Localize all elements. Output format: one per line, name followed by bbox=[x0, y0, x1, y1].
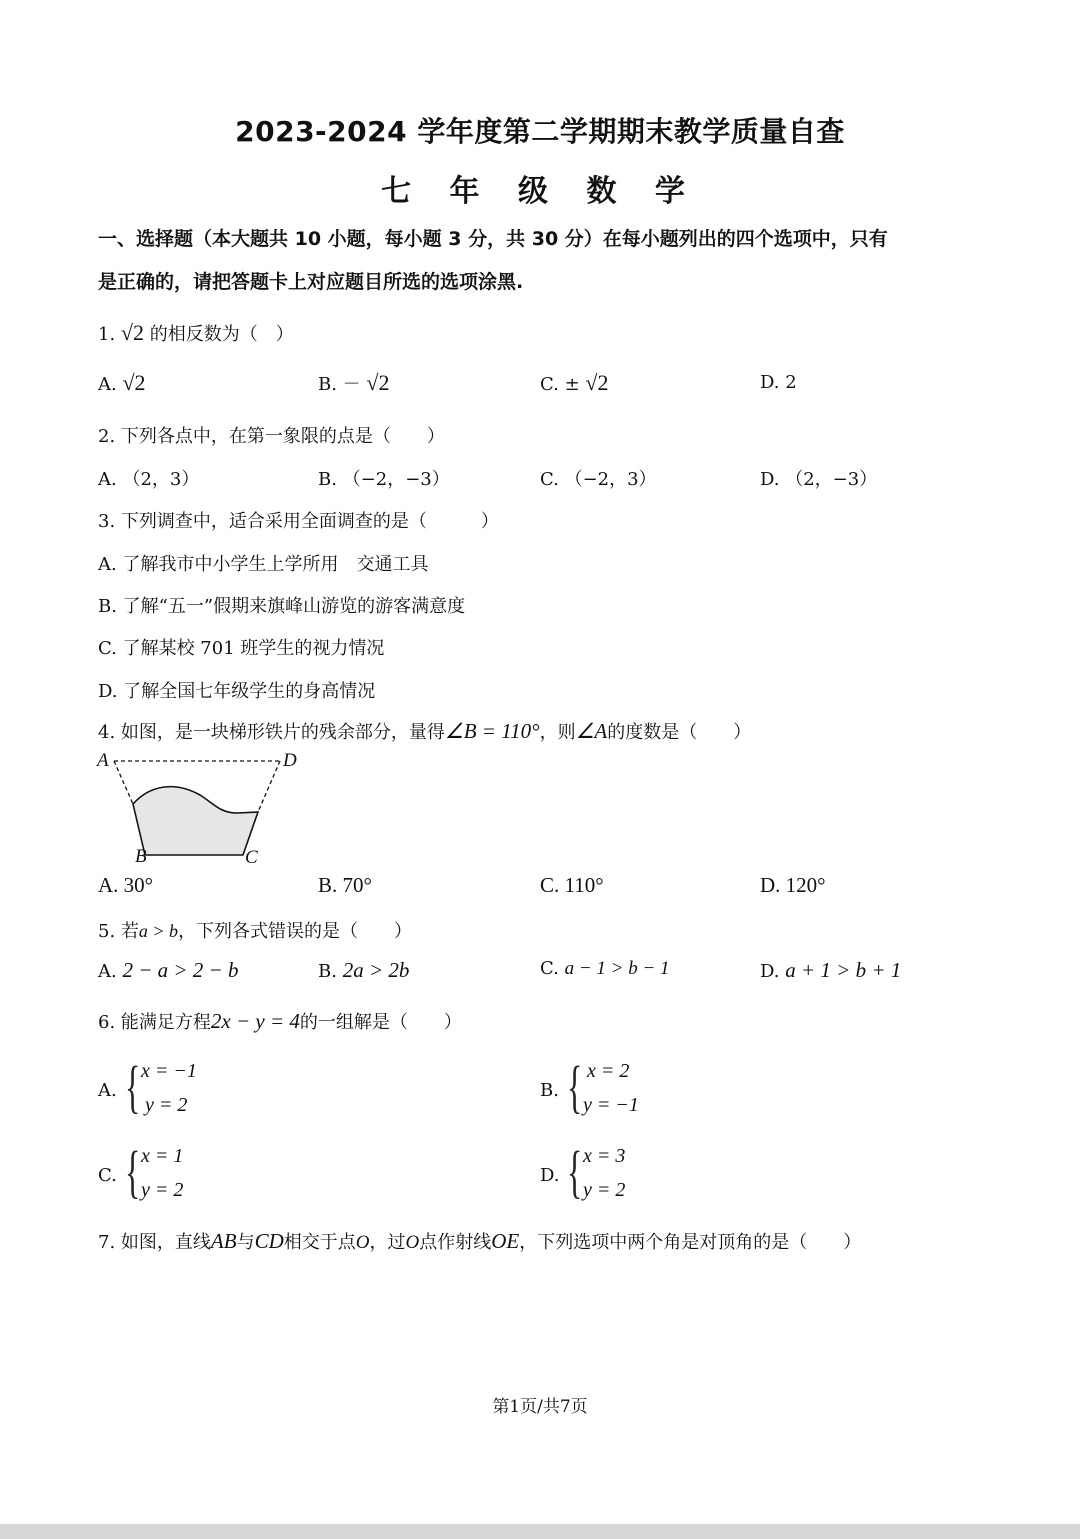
q3-option-d[interactable]: D. 了解全国七年级学生的身高情况 bbox=[98, 681, 376, 702]
q5-option-d[interactable] bbox=[760, 958, 901, 983]
option-expression: 2 − a > 2 − b bbox=[122, 958, 239, 982]
line-cd: CD bbox=[254, 1229, 284, 1253]
x-equation: x = 2 bbox=[587, 1060, 630, 1082]
sqrt-expression: √2 bbox=[120, 320, 144, 345]
question-number: 1. bbox=[98, 324, 116, 345]
q4-option-b[interactable]: B. 70° bbox=[318, 873, 372, 897]
angle-a: ∠A bbox=[575, 719, 608, 743]
vertex-b-label: B bbox=[135, 846, 147, 867]
section-heading-line1: 一、选择题（本大题共 10 小题，每小题 3 分，共 30 分）在每小题列出的四个选项中，只有 bbox=[98, 228, 888, 250]
y-equation: y = −1 bbox=[583, 1094, 639, 1116]
option-label: B. － bbox=[318, 374, 361, 395]
q5-option-a[interactable] bbox=[98, 958, 238, 983]
x-equation: x = −1 bbox=[141, 1060, 197, 1082]
dashed-edge-left bbox=[114, 761, 133, 804]
left-brace-icon: { bbox=[125, 1139, 141, 1204]
exam-subtitle: 七 年 级 数 学 bbox=[381, 174, 699, 209]
q5-option-b[interactable] bbox=[318, 958, 409, 983]
trapezoid-figure bbox=[95, 745, 315, 870]
question-text: 4. 如图，是一块梯形铁片的残余部分，量得 bbox=[98, 722, 445, 743]
question-text: ，下列各式错误的是（ ） bbox=[178, 921, 413, 942]
q6-option-c-system[interactable] bbox=[125, 1139, 245, 1209]
q6-option-d-system[interactable] bbox=[567, 1139, 687, 1209]
question-7 bbox=[98, 1228, 861, 1254]
q6-option-d-label[interactable]: D. bbox=[540, 1165, 560, 1186]
q1-option-c[interactable] bbox=[540, 370, 608, 396]
q4-option-d[interactable]: D. 120° bbox=[760, 873, 826, 897]
question-text: ，则 bbox=[539, 722, 576, 743]
q2-option-a[interactable]: A. （2，3） bbox=[98, 469, 200, 490]
option-label: B. bbox=[318, 961, 337, 982]
option-label: D. bbox=[760, 961, 780, 982]
q1-option-b[interactable] bbox=[318, 370, 389, 396]
y-equation: y = 2 bbox=[145, 1094, 188, 1116]
q2-option-d[interactable]: D. （2，−3） bbox=[760, 469, 878, 490]
q6-option-a-system[interactable] bbox=[125, 1054, 245, 1124]
dashed-edge-right bbox=[258, 761, 280, 812]
option-label: A. bbox=[98, 961, 117, 982]
question-text: 与 bbox=[236, 1232, 255, 1253]
q3-option-b[interactable]: B. 了解“五一”假期来旗峰山游览的游客满意度 bbox=[98, 596, 466, 617]
q6-option-c-label[interactable]: C. bbox=[98, 1165, 117, 1186]
y-equation: y = 2 bbox=[141, 1179, 184, 1201]
question-text: 的相反数为（ ） bbox=[149, 324, 294, 345]
option-expression: a − 1 > b − 1 bbox=[564, 958, 670, 979]
vertex-a-label: A bbox=[97, 750, 109, 771]
vertex-d-label: D bbox=[283, 750, 297, 771]
question-text: 的度数是（ ） bbox=[607, 722, 752, 743]
left-brace-icon: { bbox=[567, 1139, 583, 1204]
question-text: 6. 能满足方程 bbox=[98, 1012, 211, 1033]
point-o: O bbox=[405, 1232, 420, 1253]
q3-option-c[interactable]: C. 了解某校 701 班学生的视力情况 bbox=[98, 638, 385, 659]
vertex-c-label: C bbox=[245, 847, 258, 868]
option-value: √2 bbox=[122, 370, 146, 395]
left-brace-icon: { bbox=[125, 1054, 141, 1119]
question-text: 相交于点 bbox=[283, 1232, 356, 1253]
q1-option-d[interactable]: D. 2 bbox=[760, 372, 797, 393]
option-value: √2 bbox=[585, 370, 609, 395]
q2-option-b[interactable]: B. （−2，−3） bbox=[318, 469, 450, 490]
remaining-piece-shape bbox=[133, 787, 258, 855]
option-expression: 2a > 2b bbox=[342, 958, 410, 982]
line-ab: AB bbox=[210, 1229, 237, 1253]
q4-option-c[interactable]: C. 110° bbox=[540, 873, 604, 897]
question-text: 7. 如图，直线 bbox=[98, 1232, 211, 1253]
left-brace-icon: { bbox=[567, 1054, 583, 1119]
question-5 bbox=[98, 917, 412, 943]
q4-option-a[interactable]: A. 30° bbox=[98, 873, 154, 897]
option-label: C. ± bbox=[540, 374, 580, 395]
bottom-scroll-bar[interactable] bbox=[0, 1524, 1080, 1539]
option-label: A. bbox=[98, 374, 117, 395]
x-equation: x = 1 bbox=[141, 1145, 184, 1167]
option-expression: a + 1 > b + 1 bbox=[785, 958, 902, 982]
q6-option-b-system[interactable] bbox=[567, 1054, 687, 1124]
question-text: 点作射线 bbox=[419, 1232, 492, 1253]
section-heading-line2: 是正确的，请把答题卡上对应题目所选的选项涂黑. bbox=[98, 271, 524, 293]
exam-title: 2023-2024 学年度第二学期期末教学质量自查 bbox=[235, 115, 845, 148]
question-text: ，下列选项中两个角是对顶角的是（ ） bbox=[519, 1232, 862, 1253]
option-label: C. bbox=[540, 958, 559, 979]
question-text: ，过 bbox=[369, 1232, 406, 1253]
q5-option-c[interactable] bbox=[540, 958, 670, 980]
q6-option-b-label[interactable]: B. bbox=[540, 1080, 559, 1101]
x-equation: x = 3 bbox=[583, 1145, 626, 1167]
question-3: 3. 下列调查中，适合采用全面调查的是（ ） bbox=[98, 511, 499, 532]
question-2: 2. 下列各点中，在第一象限的点是（ ） bbox=[98, 426, 445, 447]
y-equation: y = 2 bbox=[583, 1179, 626, 1201]
q3-option-a[interactable]: A. 了解我市中小学生上学所用 交通工具 bbox=[98, 554, 429, 575]
option-value: √2 bbox=[366, 370, 390, 395]
condition-expression: a > b bbox=[138, 921, 179, 941]
angle-b-measure: ∠B = 110° bbox=[444, 719, 540, 743]
point-o: O bbox=[355, 1232, 370, 1253]
equation: 2x − y = 4 bbox=[210, 1009, 300, 1033]
q6-option-a-label[interactable]: A. bbox=[98, 1080, 117, 1101]
q1-option-a[interactable] bbox=[98, 370, 146, 396]
q2-option-c[interactable]: C. （−2，3） bbox=[540, 469, 657, 490]
question-6 bbox=[98, 1008, 462, 1034]
question-4 bbox=[98, 718, 751, 744]
question-text: 的一组解是（ ） bbox=[299, 1012, 462, 1033]
page-footer: 第1页/共7页 bbox=[492, 1397, 588, 1417]
question-text: 5. 若 bbox=[98, 921, 139, 942]
question-1 bbox=[98, 320, 294, 346]
ray-oe: OE bbox=[491, 1229, 520, 1253]
